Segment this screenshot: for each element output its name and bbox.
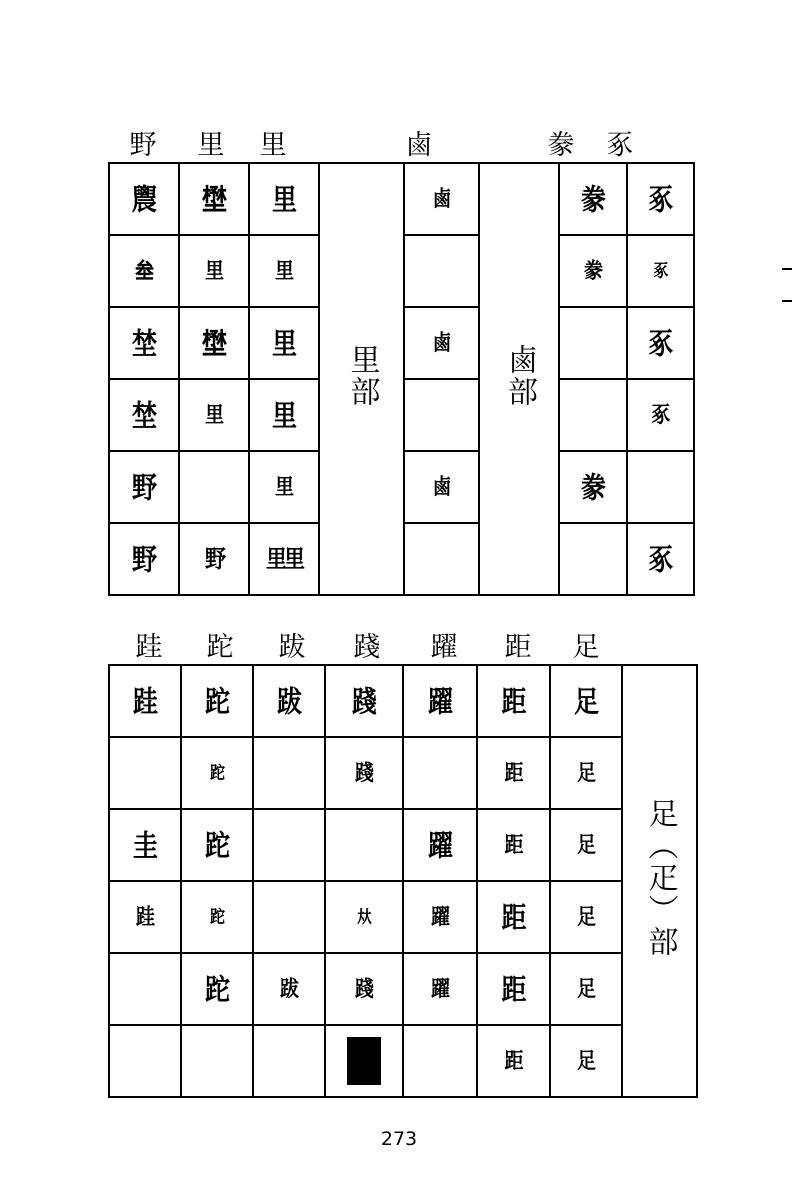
glyph: 跋	[276, 684, 301, 718]
glyph: 豢	[580, 470, 605, 504]
glyph-cell	[404, 307, 479, 379]
glyph-cell	[403, 737, 477, 809]
glyph-cell	[181, 737, 253, 809]
glyph: 圭	[132, 828, 157, 862]
glyph-cell	[249, 235, 319, 307]
table-row	[109, 1025, 697, 1097]
glyph: 足	[576, 759, 595, 786]
glyph: 鹵	[432, 329, 451, 356]
glyph-cell	[179, 379, 249, 451]
glyph: 豖	[651, 401, 670, 428]
glyph: 踐	[354, 759, 373, 786]
glyph: 里里	[266, 544, 302, 573]
glyph: 跋	[279, 975, 298, 1002]
glyph: 野	[205, 544, 223, 573]
glyph: 跬	[132, 684, 157, 718]
glyph: 躍	[430, 903, 449, 930]
column-header: 踐	[353, 632, 381, 663]
margin-tick	[782, 268, 792, 270]
glyph-cell	[249, 163, 319, 235]
glyph: 䢉	[131, 182, 156, 216]
glyph-cell	[253, 809, 325, 881]
glyph: 鹵	[432, 185, 451, 212]
glyph-cell	[253, 881, 325, 953]
section-label-cell	[622, 665, 697, 1097]
section-label: 鹵部	[502, 343, 537, 408]
glyph-cell	[477, 665, 550, 737]
glyph-cell	[249, 379, 319, 451]
glyph-cell	[249, 307, 319, 379]
column-header: 野	[129, 130, 157, 161]
glyph-cell	[550, 665, 622, 737]
glyph-cell	[253, 737, 325, 809]
glyph-cell	[253, 1025, 325, 1097]
glyph: 距	[501, 684, 526, 718]
glyph-cell	[109, 809, 181, 881]
glyph: 里	[274, 257, 293, 284]
glyph-cell	[179, 163, 249, 235]
glyph-cell	[404, 163, 479, 235]
glyph: 足	[576, 975, 595, 1002]
glyph-cell	[181, 665, 253, 737]
column-header: 跎	[206, 632, 234, 663]
glyph: 距	[501, 972, 526, 1006]
glyph-cell	[325, 665, 403, 737]
glyph-cell	[477, 1025, 550, 1097]
glyph-cell	[403, 881, 477, 953]
glyph: 里	[271, 326, 296, 360]
column-header: 豖	[606, 130, 634, 161]
glyph-cell	[559, 451, 627, 523]
glyph: 𡊄	[134, 257, 153, 284]
glyph-cell	[550, 1025, 622, 1097]
glyph: 距	[504, 831, 523, 858]
glyph-cell	[477, 881, 550, 953]
glyph: 距	[504, 1047, 523, 1074]
glyph-cell	[109, 953, 181, 1025]
glyph-cell	[253, 953, 325, 1025]
filled-block	[347, 1037, 381, 1085]
glyph-cell	[109, 1025, 181, 1097]
glyph-cell-filled	[325, 1025, 403, 1097]
glyph: 里	[204, 257, 223, 284]
glyph: 豖	[648, 182, 673, 216]
glyph: 踐	[351, 684, 376, 718]
glyph-cell	[109, 379, 179, 451]
glyph-cell	[109, 451, 179, 523]
glyph: 躍	[430, 975, 449, 1002]
glyph-cell	[179, 451, 249, 523]
glyph-cell	[559, 307, 627, 379]
glyph-cell	[559, 163, 627, 235]
glyph: 跬	[135, 903, 154, 930]
glyph: 躍	[427, 828, 452, 862]
glyph-cell	[403, 665, 477, 737]
glyph-cell	[181, 1025, 253, 1097]
glyph: 豢	[583, 257, 602, 284]
glyph-cell	[403, 953, 477, 1025]
glyph-cell	[559, 523, 627, 595]
glyph-cell	[477, 809, 550, 881]
table-block-top	[108, 118, 695, 596]
column-header: 鹵	[405, 130, 433, 161]
glyph-cell	[109, 665, 181, 737]
column-header: 里	[259, 130, 287, 161]
glyph: 埜	[131, 326, 156, 360]
glyph-cell	[109, 737, 181, 809]
glyph-cell	[109, 235, 179, 307]
glyph: 𡐨	[201, 326, 226, 360]
glyph: 躍	[427, 684, 452, 718]
glyph: 鹵	[432, 473, 451, 500]
glyph: 里	[204, 401, 223, 428]
table-block-bottom	[108, 620, 698, 1098]
glyph: 距	[504, 759, 523, 786]
glyph-cell	[109, 523, 179, 595]
glyph-cell	[404, 379, 479, 451]
glyph-cell	[627, 307, 694, 379]
glyph-cell	[559, 235, 627, 307]
glyph: 里	[271, 398, 296, 432]
glyph-cell	[109, 307, 179, 379]
glyph-cell	[627, 235, 694, 307]
glyph-cell	[403, 1025, 477, 1097]
glyph-cell	[627, 523, 694, 595]
table-row	[109, 953, 697, 1025]
glyph: 豖	[648, 326, 673, 360]
glyph-cell	[627, 451, 694, 523]
table-row	[109, 665, 697, 737]
glyph: 踐	[354, 975, 373, 1002]
glyph-cell	[181, 953, 253, 1025]
section-label-cell	[479, 163, 559, 595]
glyph-cell	[550, 881, 622, 953]
glyph: 跎	[209, 762, 224, 783]
glyph-cell	[325, 953, 403, 1025]
glyph-cell	[249, 451, 319, 523]
page-number: 273	[380, 1128, 418, 1150]
glyph-cell	[404, 523, 479, 595]
glyph: 野	[131, 470, 156, 504]
glyph: 夶	[356, 906, 371, 927]
glyph-cell	[181, 881, 253, 953]
table-row	[109, 737, 697, 809]
column-header: 跋	[278, 632, 306, 663]
table-row	[109, 163, 694, 235]
section-label-cell	[319, 163, 404, 595]
glyph: 跎	[204, 684, 229, 718]
glyph-cell	[627, 163, 694, 235]
glyph: 里	[274, 473, 293, 500]
glyph-cell	[109, 881, 181, 953]
glyph-cell	[404, 451, 479, 523]
column-header: 躍	[430, 632, 458, 663]
glyph: 野	[131, 542, 156, 576]
glyph-cell	[403, 809, 477, 881]
glyph: 豖	[653, 260, 668, 281]
glyph: 豖	[648, 542, 673, 576]
glyph-cell	[179, 307, 249, 379]
glyph: 足	[573, 684, 598, 718]
glyph-cell	[325, 737, 403, 809]
glyph-table-bottom	[108, 664, 698, 1098]
column-header: 距	[504, 632, 532, 663]
glyph-cell	[550, 953, 622, 1025]
glyph-cell	[253, 665, 325, 737]
glyph: 跎	[204, 828, 229, 862]
table-row	[109, 809, 697, 881]
glyph-cell	[179, 235, 249, 307]
glyph-cell	[109, 163, 179, 235]
glyph-cell	[627, 379, 694, 451]
glyph: 距	[501, 900, 526, 934]
glyph: 足	[576, 903, 595, 930]
glyph: 豢	[580, 182, 605, 216]
glyph: 跎	[209, 906, 224, 927]
glyph: 埜	[131, 398, 156, 432]
glyph: 足	[576, 1047, 595, 1074]
glyph: 𡐨	[201, 182, 226, 216]
glyph-cell	[550, 809, 622, 881]
glyph-cell	[249, 523, 319, 595]
glyph-cell	[325, 881, 403, 953]
table-row	[109, 881, 697, 953]
glyph-cell	[477, 953, 550, 1025]
glyph: 里	[271, 182, 296, 216]
section-label: 里部	[344, 343, 380, 408]
glyph-cell	[179, 523, 249, 595]
glyph-cell	[181, 809, 253, 881]
column-headers-top	[108, 118, 695, 162]
glyph-cell	[550, 737, 622, 809]
column-header: 豢	[547, 130, 575, 161]
section-label: 足（疋）部	[642, 797, 678, 958]
glyph: 跎	[204, 972, 229, 1006]
column-headers-bottom	[108, 620, 698, 664]
glyph-cell	[477, 737, 550, 809]
glyph-cell	[325, 809, 403, 881]
column-header: 里	[197, 130, 225, 161]
glyph-cell	[404, 235, 479, 307]
column-header: 跬	[135, 632, 163, 663]
glyph: 足	[576, 831, 595, 858]
margin-tick	[782, 300, 792, 302]
column-header: 足	[572, 632, 600, 663]
glyph-cell	[559, 379, 627, 451]
glyph-table-top	[108, 162, 695, 596]
